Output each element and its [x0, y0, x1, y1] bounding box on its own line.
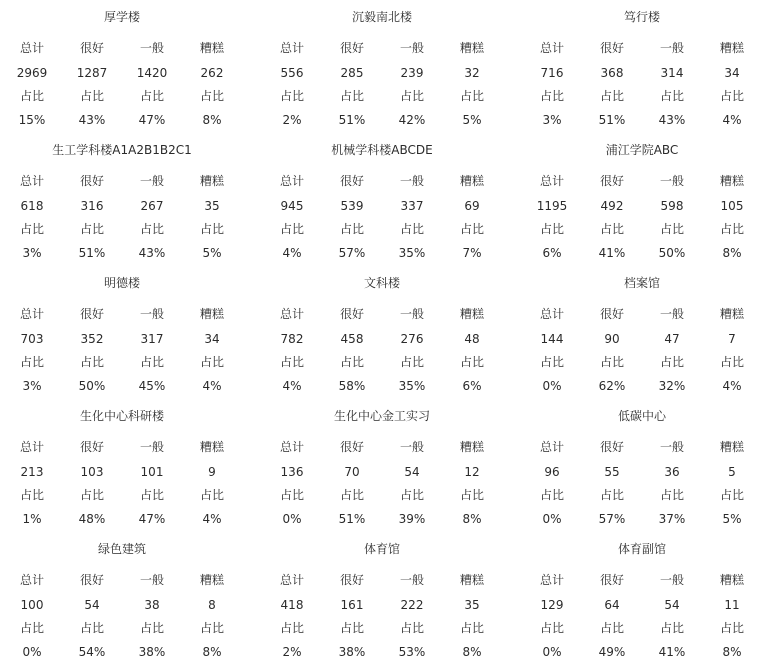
header-cell: 很好 [339, 41, 364, 55]
building-title: 体育副馆 [617, 542, 666, 556]
percent-cell: 3% [542, 113, 562, 127]
percent-cell: 51% [598, 113, 626, 127]
header-cell: 很好 [339, 307, 364, 321]
ratio-label-cell: 占比 [459, 222, 484, 236]
percent-cell: 43% [78, 113, 106, 127]
percent-cell: 37% [658, 512, 686, 526]
percent-cell: 8% [462, 512, 482, 526]
count-cell: 7 [728, 332, 736, 346]
count-cell: 782 [280, 332, 304, 346]
ratio-label-cell: 占比 [19, 621, 44, 635]
ratio-label-cell: 占比 [279, 488, 304, 502]
header-cell: 总计 [19, 440, 44, 454]
count-cell: 492 [600, 199, 624, 213]
percent-cell: 15% [18, 113, 46, 127]
percent-cell: 0% [542, 512, 562, 526]
ratio-label-cell: 占比 [659, 621, 684, 635]
count-cell: 317 [140, 332, 164, 346]
percent-cell: 5% [462, 113, 482, 127]
count-cell: 12 [464, 465, 480, 479]
percent-cell: 35% [398, 379, 426, 393]
header-cell: 糟糕 [199, 174, 224, 188]
header-cell: 总计 [539, 573, 564, 587]
count-cell: 144 [540, 332, 564, 346]
count-cell: 1287 [76, 66, 108, 80]
percent-cell: 47% [138, 113, 166, 127]
header-cell: 总计 [279, 41, 304, 55]
count-cell: 35 [204, 199, 220, 213]
percent-cell: 4% [202, 512, 222, 526]
ratio-label-cell: 占比 [19, 222, 44, 236]
percent-cell: 51% [78, 246, 106, 260]
header-cell: 糟糕 [199, 41, 224, 55]
ratio-label-cell: 占比 [539, 621, 564, 635]
percent-cell: 32% [658, 379, 686, 393]
count-cell: 539 [340, 199, 364, 213]
building-title: 绿色建筑 [97, 542, 146, 556]
ratio-label-cell: 占比 [19, 355, 44, 369]
count-cell: 90 [604, 332, 620, 346]
percent-cell: 4% [282, 379, 302, 393]
count-cell: 262 [200, 66, 224, 80]
ratio-label-cell: 占比 [139, 488, 164, 502]
header-cell: 一般 [139, 307, 164, 321]
ratio-label-cell: 占比 [399, 621, 424, 635]
header-cell: 一般 [139, 41, 164, 55]
ratio-label-cell: 占比 [399, 355, 424, 369]
header-cell: 一般 [139, 573, 164, 587]
header-cell: 总计 [279, 174, 304, 188]
header-cell: 糟糕 [459, 440, 484, 454]
ratio-label-cell: 占比 [199, 621, 224, 635]
ratio-label-cell: 占比 [599, 222, 624, 236]
header-cell: 很好 [339, 174, 364, 188]
percent-cell: 8% [722, 645, 742, 659]
ratio-label-cell: 占比 [339, 621, 364, 635]
header-cell: 糟糕 [719, 573, 744, 587]
ratio-label-cell: 占比 [139, 621, 164, 635]
count-cell: 70 [344, 465, 360, 479]
percent-cell: 5% [202, 246, 222, 260]
percent-cell: 4% [282, 246, 302, 260]
header-cell: 糟糕 [719, 440, 744, 454]
building-block [262, 405, 502, 533]
building-title: 笃行楼 [623, 10, 660, 24]
ratio-label-cell: 占比 [79, 222, 104, 236]
building-block [2, 405, 242, 533]
ratio-label-cell: 占比 [659, 222, 684, 236]
percent-cell: 38% [138, 645, 166, 659]
ratio-label-cell: 占比 [539, 89, 564, 103]
ratio-label-cell: 占比 [339, 222, 364, 236]
header-cell: 很好 [599, 41, 624, 55]
count-cell: 47 [664, 332, 680, 346]
ratio-label-cell: 占比 [19, 89, 44, 103]
header-cell: 总计 [19, 174, 44, 188]
percent-cell: 0% [542, 645, 562, 659]
count-cell: 11 [724, 598, 740, 612]
percent-cell: 3% [22, 379, 42, 393]
header-cell: 一般 [139, 440, 164, 454]
count-cell: 598 [660, 199, 684, 213]
ratio-label-cell: 占比 [199, 89, 224, 103]
ratio-label-cell: 占比 [19, 488, 44, 502]
header-cell: 很好 [79, 174, 104, 188]
percent-cell: 49% [598, 645, 626, 659]
count-cell: 69 [464, 199, 480, 213]
count-cell: 222 [400, 598, 424, 612]
percent-cell: 50% [658, 246, 686, 260]
count-cell: 54 [664, 598, 680, 612]
count-cell: 32 [464, 66, 480, 80]
ratio-label-cell: 占比 [539, 222, 564, 236]
ratio-label-cell: 占比 [659, 89, 684, 103]
count-cell: 337 [400, 199, 424, 213]
count-cell: 34 [204, 332, 220, 346]
count-cell: 716 [540, 66, 564, 80]
percent-cell: 1% [22, 512, 42, 526]
header-cell: 总计 [279, 307, 304, 321]
building-title: 体育馆 [363, 542, 400, 556]
percent-cell: 41% [598, 246, 626, 260]
header-cell: 糟糕 [199, 573, 224, 587]
header-cell: 一般 [399, 41, 424, 55]
header-cell: 很好 [599, 440, 624, 454]
building-title: 机械学科楼ABCDE [331, 143, 433, 157]
percent-cell: 39% [398, 512, 426, 526]
percent-cell: 43% [138, 246, 166, 260]
ratio-label-cell: 占比 [599, 89, 624, 103]
building-block [522, 6, 762, 134]
count-cell: 418 [280, 598, 304, 612]
building-block [522, 272, 762, 400]
building-title: 明德楼 [103, 276, 140, 290]
count-cell: 136 [280, 465, 304, 479]
percent-cell: 58% [338, 379, 366, 393]
percent-cell: 4% [722, 379, 742, 393]
count-cell: 458 [340, 332, 364, 346]
count-cell: 34 [724, 66, 740, 80]
ratio-label-cell: 占比 [659, 355, 684, 369]
header-cell: 一般 [659, 41, 684, 55]
building-block [522, 405, 762, 533]
header-cell: 很好 [599, 174, 624, 188]
count-cell: 9 [208, 465, 216, 479]
percent-cell: 35% [398, 246, 426, 260]
percent-cell: 8% [722, 246, 742, 260]
count-cell: 64 [604, 598, 620, 612]
ratio-label-cell: 占比 [459, 89, 484, 103]
ratio-label-cell: 占比 [719, 89, 744, 103]
header-cell: 糟糕 [459, 573, 484, 587]
header-cell: 很好 [339, 573, 364, 587]
percent-cell: 0% [542, 379, 562, 393]
ratio-label-cell: 占比 [279, 89, 304, 103]
header-cell: 总计 [279, 573, 304, 587]
header-cell: 一般 [659, 307, 684, 321]
count-cell: 239 [400, 66, 424, 80]
percent-cell: 3% [22, 246, 42, 260]
count-cell: 703 [20, 332, 44, 346]
count-cell: 54 [84, 598, 100, 612]
count-cell: 161 [340, 598, 364, 612]
ratio-label-cell: 占比 [719, 222, 744, 236]
count-cell: 35 [464, 598, 480, 612]
building-block [522, 139, 762, 267]
header-cell: 一般 [659, 440, 684, 454]
building-title: 档案馆 [623, 276, 660, 290]
header-cell: 糟糕 [719, 41, 744, 55]
percent-cell: 8% [202, 113, 222, 127]
building-title: 文科楼 [363, 276, 400, 290]
count-cell: 100 [20, 598, 44, 612]
building-block [262, 272, 502, 400]
header-cell: 很好 [79, 440, 104, 454]
header-cell: 总计 [539, 440, 564, 454]
count-cell: 213 [20, 465, 44, 479]
percent-cell: 7% [462, 246, 482, 260]
building-block [262, 6, 502, 134]
building-block [262, 538, 502, 666]
ratio-label-cell: 占比 [199, 488, 224, 502]
ratio-label-cell: 占比 [719, 355, 744, 369]
building-title: 厚学楼 [103, 10, 140, 24]
ratio-label-cell: 占比 [599, 488, 624, 502]
percent-cell: 42% [398, 113, 426, 127]
building-title: 低碳中心 [617, 409, 666, 423]
header-cell: 总计 [19, 41, 44, 55]
building-block [2, 538, 242, 666]
building-block [522, 538, 762, 666]
header-cell: 总计 [539, 41, 564, 55]
percent-cell: 51% [338, 113, 366, 127]
ratio-label-cell: 占比 [79, 355, 104, 369]
header-cell: 很好 [599, 307, 624, 321]
percent-cell: 8% [202, 645, 222, 659]
count-cell: 316 [80, 199, 104, 213]
ratio-label-cell: 占比 [339, 355, 364, 369]
percent-cell: 48% [78, 512, 106, 526]
ratio-label-cell: 占比 [199, 222, 224, 236]
header-cell: 很好 [79, 573, 104, 587]
ratio-label-cell: 占比 [139, 222, 164, 236]
ratio-label-cell: 占比 [139, 89, 164, 103]
percent-cell: 38% [338, 645, 366, 659]
count-cell: 101 [140, 465, 164, 479]
count-cell: 36 [664, 465, 680, 479]
count-cell: 103 [80, 465, 104, 479]
percent-cell: 4% [722, 113, 742, 127]
header-cell: 一般 [399, 440, 424, 454]
ratio-label-cell: 占比 [399, 488, 424, 502]
percent-cell: 2% [282, 645, 302, 659]
percent-cell: 57% [598, 512, 626, 526]
ratio-label-cell: 占比 [279, 355, 304, 369]
percent-cell: 8% [462, 645, 482, 659]
building-title: 生工学科楼A1A2B1B2C1 [52, 143, 192, 157]
header-cell: 糟糕 [719, 307, 744, 321]
building-title: 沉毅南北楼 [351, 10, 412, 24]
count-cell: 129 [540, 598, 564, 612]
count-cell: 945 [280, 199, 304, 213]
count-cell: 5 [728, 465, 736, 479]
ratio-label-cell: 占比 [719, 621, 744, 635]
count-cell: 48 [464, 332, 480, 346]
count-cell: 8 [208, 598, 216, 612]
header-cell: 一般 [399, 573, 424, 587]
header-cell: 总计 [19, 307, 44, 321]
header-cell: 总计 [539, 174, 564, 188]
count-cell: 276 [400, 332, 424, 346]
header-cell: 糟糕 [199, 307, 224, 321]
ratio-label-cell: 占比 [399, 222, 424, 236]
count-cell: 38 [144, 598, 160, 612]
percent-cell: 47% [138, 512, 166, 526]
count-cell: 556 [280, 66, 304, 80]
ratio-label-cell: 占比 [79, 488, 104, 502]
header-cell: 很好 [79, 307, 104, 321]
ratio-label-cell: 占比 [459, 621, 484, 635]
ratio-label-cell: 占比 [399, 89, 424, 103]
ratio-label-cell: 占比 [599, 621, 624, 635]
count-cell: 1420 [136, 66, 168, 80]
ratio-label-cell: 占比 [459, 488, 484, 502]
header-cell: 很好 [599, 573, 624, 587]
header-cell: 总计 [539, 307, 564, 321]
ratio-label-cell: 占比 [659, 488, 684, 502]
percent-cell: 62% [598, 379, 626, 393]
percent-cell: 4% [202, 379, 222, 393]
header-cell: 糟糕 [719, 174, 744, 188]
header-cell: 很好 [339, 440, 364, 454]
percent-cell: 6% [462, 379, 482, 393]
percent-cell: 6% [542, 246, 562, 260]
count-cell: 55 [604, 465, 620, 479]
ratio-label-cell: 占比 [79, 621, 104, 635]
count-cell: 54 [404, 465, 420, 479]
count-cell: 352 [80, 332, 104, 346]
count-cell: 267 [140, 199, 164, 213]
building-block [2, 139, 242, 267]
count-cell: 285 [340, 66, 364, 80]
ratio-label-cell: 占比 [279, 621, 304, 635]
percent-cell: 43% [658, 113, 686, 127]
ratio-label-cell: 占比 [459, 355, 484, 369]
header-cell: 糟糕 [459, 41, 484, 55]
header-cell: 一般 [659, 174, 684, 188]
ratio-label-cell: 占比 [139, 355, 164, 369]
count-cell: 105 [720, 199, 744, 213]
header-cell: 糟糕 [459, 174, 484, 188]
count-cell: 618 [20, 199, 44, 213]
header-cell: 一般 [399, 174, 424, 188]
building-title: 生化中心科研楼 [79, 409, 164, 423]
percent-cell: 54% [78, 645, 106, 659]
percent-cell: 53% [398, 645, 426, 659]
count-cell: 96 [544, 465, 560, 479]
count-cell: 314 [660, 66, 684, 80]
building-block [2, 272, 242, 400]
header-cell: 糟糕 [459, 307, 484, 321]
header-cell: 一般 [659, 573, 684, 587]
ratio-label-cell: 占比 [339, 89, 364, 103]
percent-cell: 2% [282, 113, 302, 127]
ratio-label-cell: 占比 [279, 222, 304, 236]
building-block [2, 6, 242, 134]
percent-cell: 57% [338, 246, 366, 260]
count-cell: 368 [600, 66, 624, 80]
percent-cell: 50% [78, 379, 106, 393]
count-cell: 2969 [16, 66, 48, 80]
ratio-label-cell: 占比 [539, 355, 564, 369]
percent-cell: 51% [338, 512, 366, 526]
ratio-label-cell: 占比 [79, 89, 104, 103]
header-cell: 总计 [19, 573, 44, 587]
ratio-label-cell: 占比 [339, 488, 364, 502]
percent-cell: 0% [22, 645, 42, 659]
ratio-label-cell: 占比 [599, 355, 624, 369]
header-cell: 一般 [139, 174, 164, 188]
ratio-label-cell: 占比 [719, 488, 744, 502]
count-cell: 1195 [536, 199, 568, 213]
percent-cell: 5% [722, 512, 742, 526]
ratio-label-cell: 占比 [199, 355, 224, 369]
building-title: 浦江学院ABC [605, 143, 679, 157]
percent-cell: 41% [658, 645, 686, 659]
percent-cell: 0% [282, 512, 302, 526]
percent-cell: 45% [138, 379, 166, 393]
ratio-label-cell: 占比 [539, 488, 564, 502]
header-cell: 一般 [399, 307, 424, 321]
building-title: 生化中心金工实习 [333, 409, 430, 423]
building-block [262, 139, 502, 267]
header-cell: 总计 [279, 440, 304, 454]
header-cell: 很好 [79, 41, 104, 55]
header-cell: 糟糕 [199, 440, 224, 454]
